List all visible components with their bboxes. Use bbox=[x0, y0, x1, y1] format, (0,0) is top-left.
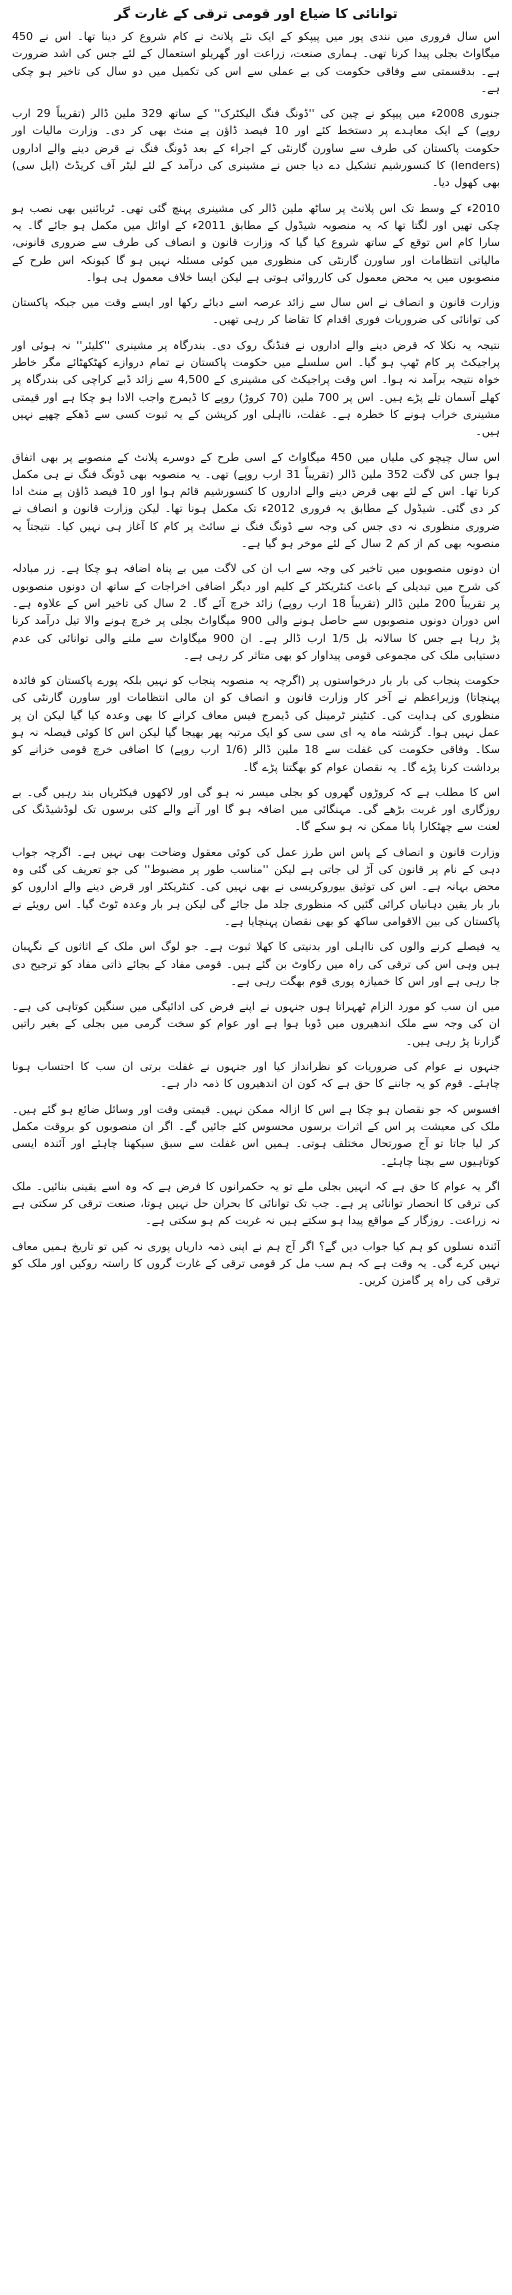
article-paragraph: وزارت قانون و انصاف نے اس سال سے زائد عرصہ اسے دبائے رکھا اور ایسے وقت میں جبکہ پاکستان کی توانائی کی ضروریات فوری اقدام کا تقاضا کر رہی تھیں۔ bbox=[12, 296, 500, 327]
article-paragraph: اس کا مطلب ہے کہ کروڑوں گھروں کو بجلی میسر نہ ہو گی اور لاکھوں فیکٹریاں بند رہیں گی۔ بے روزگاری اور غربت بڑھے گی۔ مہنگائی میں اضافہ ہو گا اور آنے والے کئی برسوں تک لوڈشیڈنگ کی لعنت سے چھٹکارا پانا ممکن نہ ہو سکے گا۔ bbox=[12, 785, 500, 834]
article-paragraph: جنہوں نے عوام کی ضروریات کو نظرانداز کیا اور جنہوں نے غفلت برتی ان سب کا احتساب ہونا چاہئے۔ قوم کو یہ جاننے کا حق ہے کہ کون ان اندھیروں کا ذمہ دار ہے۔ bbox=[12, 1060, 500, 1091]
article-paragraph: 2010ء کے وسط تک اس پلانٹ پر ساٹھ ملین ڈالر کی مشینری پہنچ گئی تھی۔ ٹربائنیں بھی نصب ہو چکی تھیں اور لگتا تھا کہ یہ منصوبہ شیڈول کے مطابق 2011ء کے اوائل میں مکمل ہو جائے گا۔ یہ سارا کام اس توقع کے ساتھ شروع کیا گیا کہ وزارت قانون و انصاف کی طرف سے ضروری قانونی، مالیاتی انتظامات اور ساورن گارنٹی کی منظوری میں کوئی مسئلہ نہیں ہو گا کیونکہ اس طرح کے منصوبوں میں یہ محض معمول کی کارروائی ہوتی ہے لیکن ایسا خلاف معمول ہی ہوا۔ bbox=[12, 201, 500, 284]
article-paragraph: جنوری 2008ء میں پیپکو نے چین کی ''ڈونگ فنگ الیکٹرک'' کے ساتھ 329 ملین ڈالر (تقریباً 29 ارب روپے) کے ایک معاہدے پر دستخط کئے اور 10 فیصد ڈاؤن پے منٹ بھی کر دی۔ وزارت مالیات اور حکومت پاکستان کی طرف سے ساورن گارنٹی کے اجراء کے بعد ڈونگ فنگ نے قرض دینے والے اداروں (lenders) کا کنسورشیم تشکیل دے دیا جس نے مشینری کی درآمد کے لئے لیٹر آف کریڈٹ (ایل سی) بھی کھول دیا۔ bbox=[12, 107, 500, 190]
article-paragraph: وزارت قانون و انصاف کے پاس اس طرز عمل کی کوئی معقول وضاحت بھی نہیں ہے۔ اگرچہ جواب دہی کے نام پر قانون کی آڑ لی جاتی ہے لیکن ''مناسب طور پر مضبوط'' کی جو تعریف کی گئی وہ محض بہانہ ہے۔ اس کی توثیق بیوروکریسی نے بھی نہیں کی۔ کنٹریکٹر اور قرض دینے والے اداروں کو بار بار یقین دہانیاں کرائی گئیں کہ منظوری جلد مل جائے گی لیکن ہر بار وعدہ ٹوٹ گیا۔ اس رویئے نے پاکستان کی بین الاقوامی ساکھ کو بھی نقصان پہنچایا ہے۔ bbox=[12, 845, 500, 928]
article-paragraph: ان دونوں منصوبوں میں تاخیر کی وجہ سے اب ان کی لاگت میں بے پناہ اضافہ ہو چکا ہے۔ زر مبادلہ کی شرح میں تبدیلی کے باعث کنٹریکٹر کے کلیم اور دیگر اضافی اخراجات کے ساتھ ان دونوں منصوبوں پر تقریباً 200 ملین ڈالر (تقریباً 18 ارب روپے) زائد خرچ آئے گا۔ 2 سال کی تاخیر اس کے علاوہ ہے۔ اس دوران دونوں منصوبوں سے حاصل ہونے والی 900 میگاواٹ بجلی پر خرچ ہونے والا تیل درآمد کرنا پڑ رہا ہے جس کا سالانہ بل 1/5 ارب ڈالر ہے۔ ان 900 میگاواٹ سے ملنے والی توانائی کی عدم دستیابی ملک کی مجموعی قومی پیداوار کو بھی متاثر کر رہی ہے۔ bbox=[12, 562, 501, 662]
article-paragraph: اس سال چیچو کی ملیاں میں 450 میگاواٹ کے اسی طرح کے دوسرے پلانٹ کے منصوبے پر بھی اتفاق ہوا جس کی لاگت 352 ملین ڈالر (تقریباً 31 ارب روپے) تھی۔ یہ منصوبہ بھی ڈونگ فنگ نے ہی مکمل کرنا تھا۔ اس کے لئے بھی قرض دینے والے اداروں کا کنسورشیم قائم ہوا اور 10 فیصد ڈاؤن پے منٹ ادا کر دی گئی۔ شیڈول کے مطابق یہ فروری 2012ء تک مکمل ہونا تھا۔ لیکن وزارت قانون و انصاف نے ضروری منظوری نہ دی جس کی وجہ سے ڈونگ فنگ نے سائٹ پر کام کا آغاز ہی نہیں کیا۔ نتیجتاً یہ منصوبہ بھی کم از کم 2 سال کے لئے موخر ہو گیا ہے۔ bbox=[12, 450, 501, 551]
article-paragraph: حکومت پنجاب کی بار بار درخواستوں پر (اگرچہ یہ منصوبہ پنجاب کو نہیں بلکہ پورے پاکستان کو فائدہ پہنچاتا) وزیراعظم نے آخر کار وزارت قانون و انصاف کو ان مالی انتظامات اور ساورن گارنٹی کی منظوری کی ہدایت کی۔ کنٹینر ٹرمینل کی ڈیمرج فیس معاف کرانے کا بھی وعدہ کیا گیا لیکن ان پر عمل نہیں ہوا۔ گزشتہ ماہ یہ ای سی سی کو ایک مرتبہ پھر بھیجا گیا لیکن اس کا کوئی فیصلہ نہ ہو سکا۔ وفاقی حکومت کی غفلت سے 18 ملین ڈالر (1/6 ارب روپے) کا اضافی خرچ قومی خزانے کو برداشت کرنا پڑے گا۔ یہ نقصان عوام کو بھگتنا پڑے گا۔ bbox=[12, 674, 500, 774]
article-paragraph: نتیجہ یہ نکلا کہ قرض دینے والے اداروں نے فنڈنگ روک دی۔ بندرگاہ پر مشینری ''کلیئر'' نہ ہوئی اور پراجیکٹ پر کام ٹھپ ہو گیا۔ اس سلسلے میں حکومت پاکستان نے تمام دروازے کھٹکھٹائے مگر خاطر خواہ نتیجہ برآمد نہ ہوا۔ اس وقت پراجیکٹ کی مشینری کے 4,500 سے زائد ڈبے کراچی کی بندرگاہ پر کھلے آسمان تلے پڑے ہیں۔ اس پر 700 ملین (70 کروڑ) روپے کا ڈیمرج واجب الادا ہو چکا ہے اور قیمتی مشینری خراب ہونے کا خطرہ ہے۔ غفلت، نااہلی اور کرپشن کے یہ ثبوت کسی سے ڈھکے چھپے نہیں ہیں۔ bbox=[12, 338, 501, 439]
article-paragraph: میں ان سب کو مورد الزام ٹھہراتا ہوں جنہوں نے اپنے فرض کی ادائیگی میں سنگین کوتاہی کی ہے۔ ان کی وجہ سے ملک اندھیروں میں ڈوبا ہوا ہے اور عوام کو سخت گرمی میں بجلی کے بغیر راتیں گزارنا پڑ رہی ہیں۔ bbox=[12, 1000, 500, 1048]
article-paragraph: اگر یہ عوام کا حق ہے کہ انہیں بجلی ملے تو یہ حکمرانوں کا فرض ہے کہ وہ اسے یقینی بنائیں۔ ملک کی ترقی کا انحصار توانائی پر ہے۔ جب تک توانائی کا بحران حل نہیں ہوتا، صنعت ترقی کر سکتی ہے نہ زراعت۔ روزگار کے مواقع پیدا ہو سکتے ہیں نہ غربت کم ہو سکتی ہے۔ bbox=[12, 1179, 500, 1228]
article-paragraph: اس سال فروری میں نندی پور میں پیپکو کے ایک نئے پلانٹ نے کام شروع کر دینا تھا۔ اس نے 450 میگاواٹ بجلی پیدا کرنا تھی۔ ہماری صنعت، زراعت اور گھریلو استعمال کے لئے جس کی اشد ضرورت ہے۔ بدقسمتی سے وفاقی حکومت کی بے عملی سے اس کی تکمیل میں دو سال کی تاخیر ہو چکی ہے۔ bbox=[12, 30, 500, 95]
article-title: توانائی کا ضیاع اور قومی ترقی کے غارت گر bbox=[114, 7, 398, 22]
article-paragraph: افسوس کہ جو نقصان ہو چکا ہے اس کا ازالہ ممکن نہیں۔ قیمتی وقت اور وسائل ضائع ہو گئے ہیں۔ ملک کی معیشت پر اس کے اثرات برسوں محسوس کئے جائیں گے۔ اگر ان منصوبوں کو بروقت مکمل کر لیا جاتا تو آج صورتحال مختلف ہوتی۔ ہمیں اس غفلت سے سبق سیکھنا چاہئے اور آئندہ ایسی کوتاہیوں سے بچنا چاہئے۔ bbox=[12, 1102, 500, 1168]
article-paragraph: آئندہ نسلوں کو ہم کیا جواب دیں گے؟ اگر آج ہم نے اپنی ذمہ داریاں پوری نہ کیں تو تاریخ ہمیں معاف نہیں کرے گی۔ یہ وقت ہے کہ ہم سب مل کر قومی ترقی کے غارت گروں کا راستہ روکیں اور ملک کو ترقی کی راہ پر گامزن کریں۔ bbox=[12, 1239, 500, 1288]
article-body bbox=[12, 28, 500, 1290]
article-paragraph: یہ فیصلے کرنے والوں کی نااہلی اور بدنیتی کا کھلا ثبوت ہے۔ جو لوگ اس ملک کے اثاثوں کے نگہبان ہیں وہی اس کی ترقی کی راہ میں رکاوٹ بن گئے ہیں۔ قومی مفاد کے بجائے ذاتی مفاد کو ترجیح دی جا رہی ہے اور اس کا خمیازہ پوری قوم بھگت رہی ہے۔ bbox=[12, 940, 500, 988]
